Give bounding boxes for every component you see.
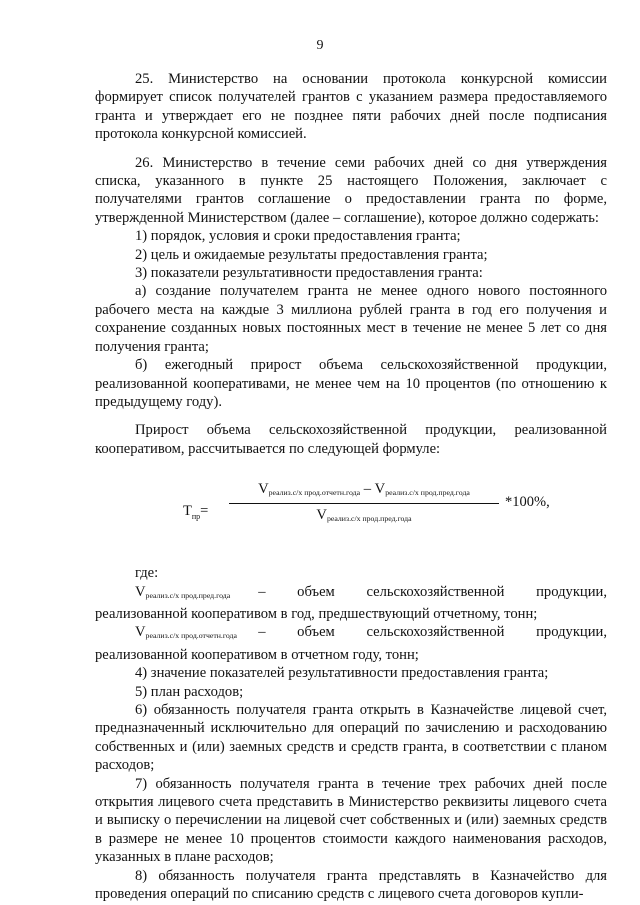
list-item-4: 4) значение показателей результативности предоставления гранта; [135,665,549,682]
definition-1-rest: реализованной кооперативом в год, предшествующий отчетному, тонн; [95,605,538,622]
list-item-1: 1) порядок, условия и сроки предоставления гранта; [135,228,461,245]
formula-denominator: $V_{реализ.с/х прод.пред.года}$ [316,507,412,524]
where-label: где: [135,565,159,582]
page-number: 9 [316,38,324,53]
fraction-bar [229,503,499,504]
definition-1 [95,583,607,605]
formula-numerator: $V_{реализ.с/х прод.отчетн.года} - V_{реализ.с/х прод.пред.года}$ [258,481,470,498]
list-item-6: 6) обязанность получателя гранта открыть в Казначействе лицевой счет, предназначенный исключительно для операций по зачислению и расходованию собственных и (или) заемных средств и средств гранта, в соответствии с планом расходов; [95,701,607,774]
formula-tail: *100%, [505,494,550,511]
list-item-3a: а) создание получателем гранта не менее одного нового постоянного рабочего места на каждые 3 миллиона рублей гранта в год его получения и сохранение созданных новых постоянных мест в течение не менее 5 лет со дня получения гранта; [95,283,607,355]
definition-2-rest: реализованной кооперативом в отчетном году, тонн; [95,646,419,663]
formula-lhs: $Т_{пр}=$ [183,503,209,522]
definition-2-head: – объем сельскохозяйственной продукции, [258,624,607,641]
definition-2 [95,623,607,645]
paragraph-25: 25. Министерство на основании протокола конкурсной комиссии формирует список получателей грантов с указанием размера предоставляемого гранта и утверждает его не позднее пяти рабочих дней после подписания протокола конкурсной комиссией. [95,71,607,143]
definition-2-term: $V_{реализ.с/х прод.отчетн.года}$ [135,624,237,641]
list-item-7: 7) обязанность получателя гранта в течение трех рабочих дней после открытия лицевого счета представить в Министерство реквизиты лицевого счета и выписку о перечислении на лицевой счет собственных и (или) заемных средств в размере не менее 10 процентов стоимости каждого наименования расходов, указанных в плане расходов; [95,775,607,866]
list-item-3b: б) ежегодный прирост объема сельскохозяйственной продукции, реализованной кооперативами, не менее чем на 10 процентов (по отношению к предыдущему году). [95,357,607,410]
list-item-2: 2) цель и ожидаемые результаты предоставления гранта; [135,246,488,263]
list-item-5: 5) план расходов; [135,683,244,700]
definition-1-head: – объем сельскохозяйственной продукции, [258,583,607,600]
document-body [95,70,607,903]
definition-1-term: $V_{реализ.с/х прод.пред.года}$ [135,583,231,600]
growth-intro: Прирост объема сельскохозяйственной продукции, реализованной кооперативом, рассчитывается по следующей формуле: [95,422,607,457]
list-item-3: 3) показатели результативности предоставления гранта: [135,265,483,282]
growth-formula [95,480,607,550]
paragraph-26: 26. Министерство в течение семи рабочих дней со дня утверждения списка, указанного в пункте 25 настоящего Положения, заключает с получателями грантов соглашение о предоставлении гранта по форме, утвержденной Министерством (далее – соглашение), которое должно содержать: [95,154,607,226]
list-item-8: 8) обязанность получателя гранта представлять в Казначейство для проведения операций по списанию средств с лицевого счета договоров купли- [95,867,607,903]
